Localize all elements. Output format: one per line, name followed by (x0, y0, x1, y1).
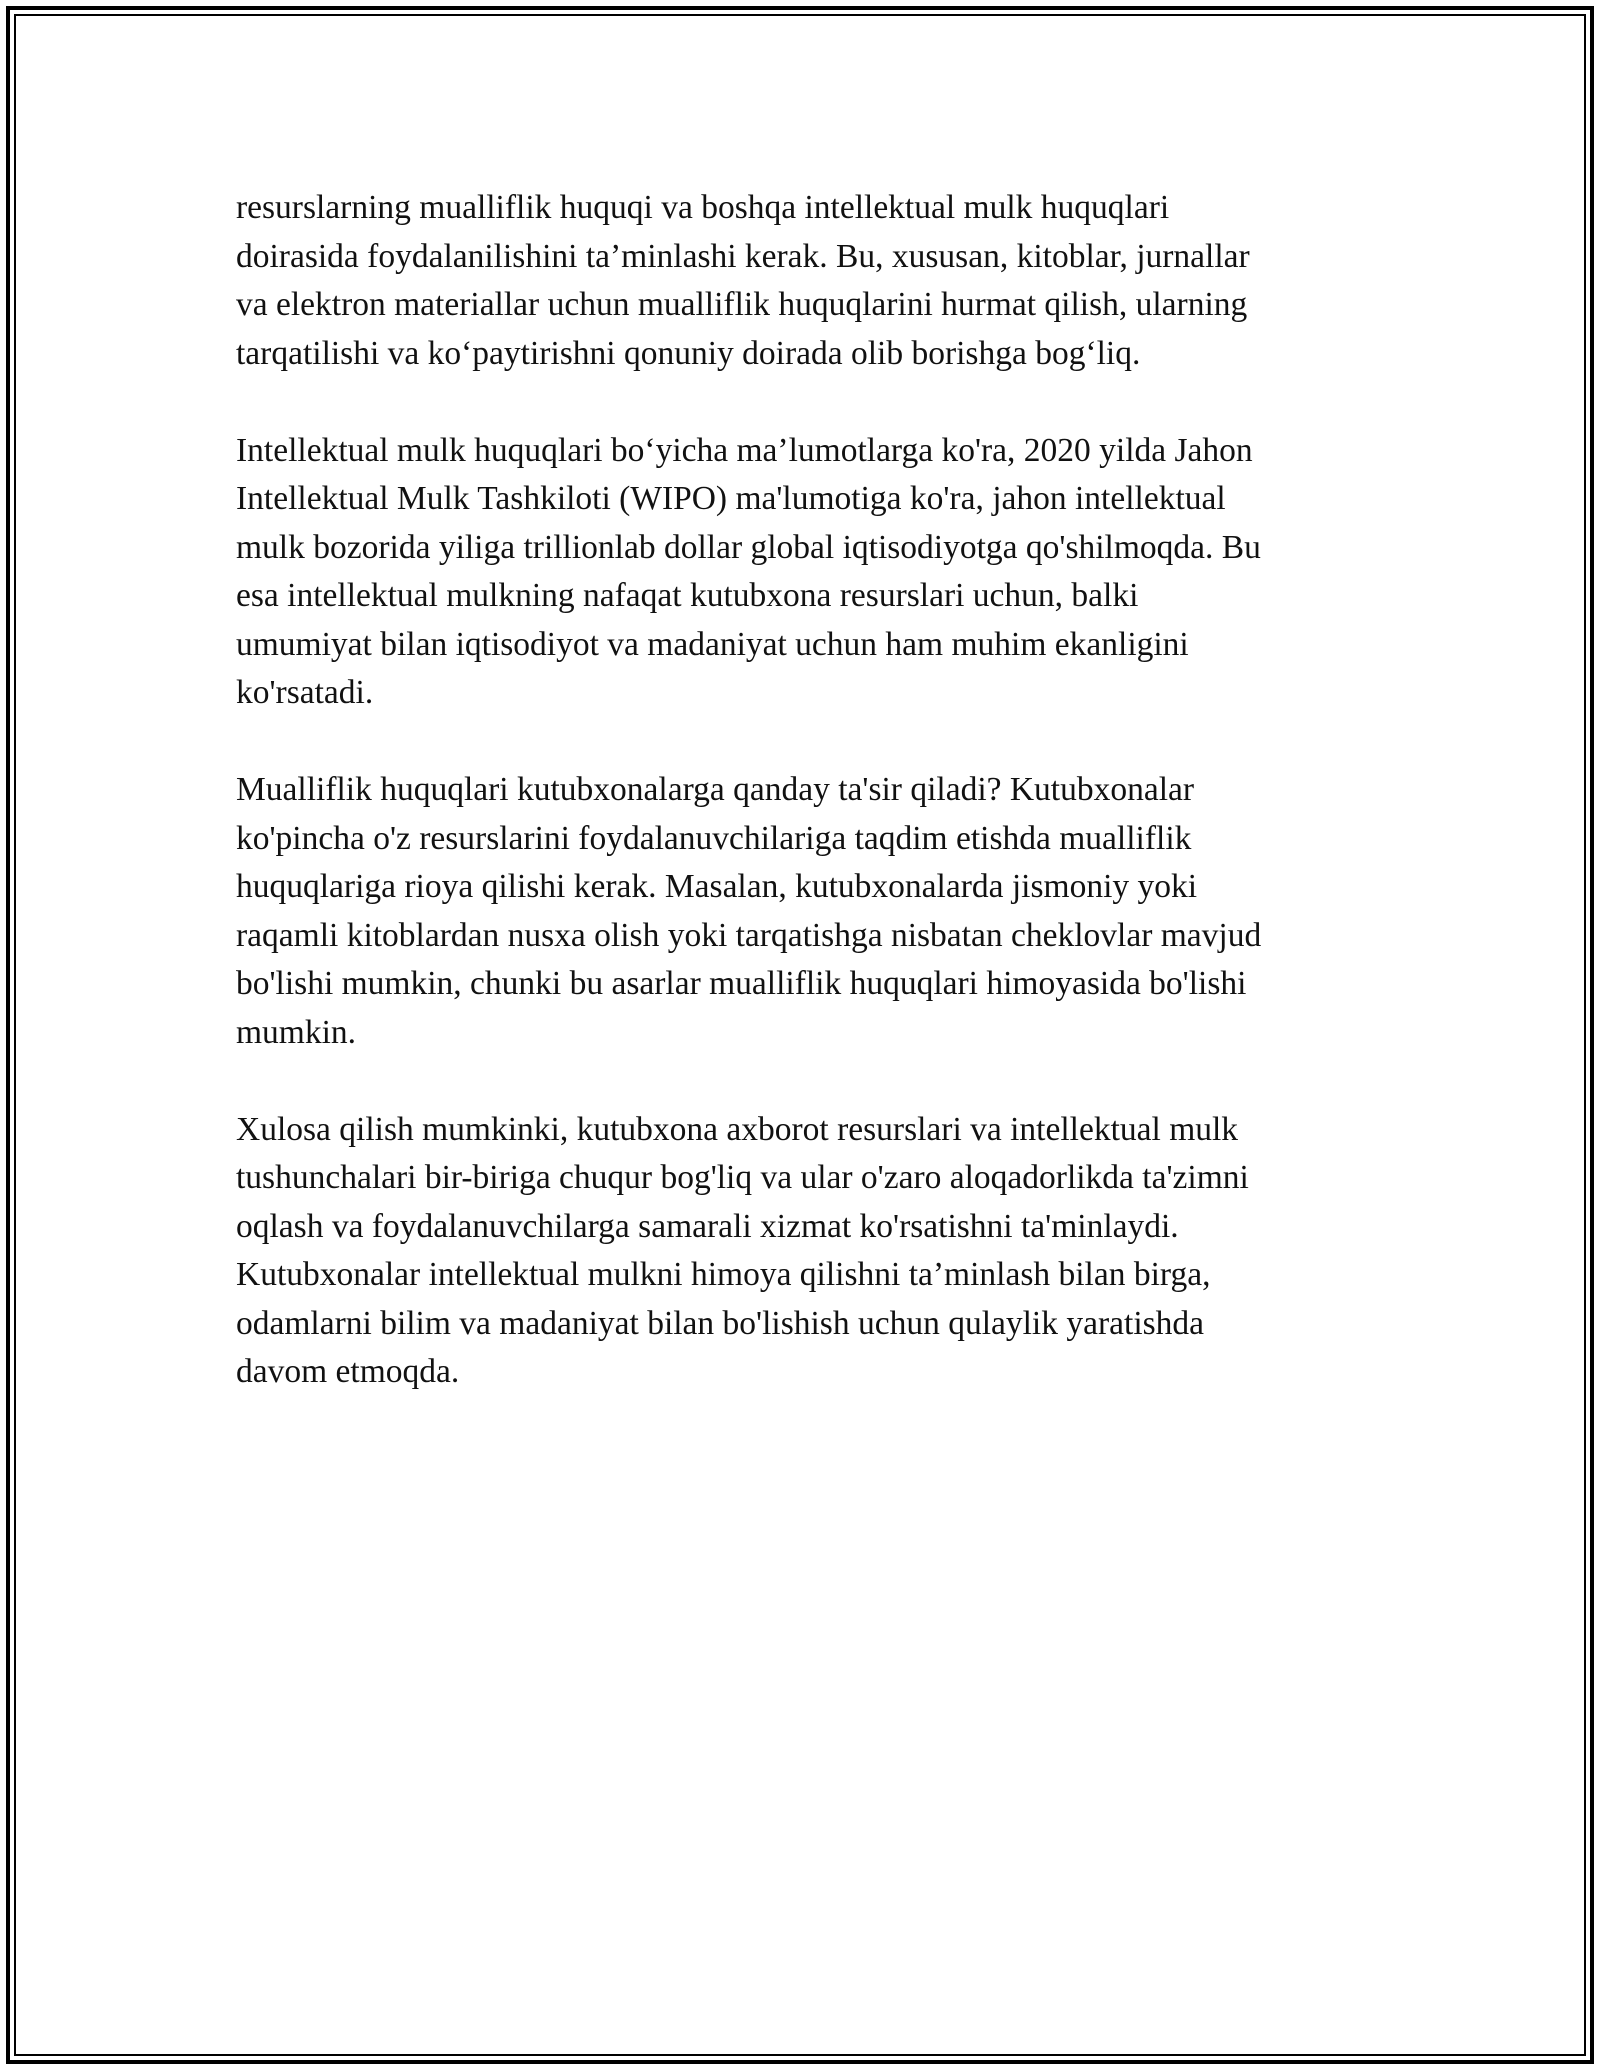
paragraph-3 (236, 766, 1366, 1057)
text-line: ko'pincha o'z resurslarini foydalanuvchilariga taqdim etishda mualliflik (236, 819, 1192, 857)
text-line: davom etmoqda. (236, 1353, 460, 1390)
text-line: Intellektual Mulk Tashkiloti (WIPO) ma'lumotiga ko'ra, jahon intellektual (236, 480, 1226, 517)
paragraph-4 (236, 1106, 1366, 1397)
text-line: esa intellektual mulkning nafaqat kutubxona resurslari uchun, balki (236, 577, 1139, 614)
text-line: Intellektual mulk huquqlari bo‘yicha ma’lumotlarga ko'ra, 2020 yilda Jahon (236, 431, 1253, 469)
text-line: huquqlariga rioya qilishi kerak. Masalan, kutubxonalarda jismoniy yoki (236, 868, 1198, 905)
text-line: mumkin. (236, 1013, 357, 1051)
text-line: ko'rsatadi. (236, 674, 374, 711)
text-line: umumiyat bilan iqtisodiyot va madaniyat uchun ham muhim ekanligini (236, 625, 1189, 663)
text-line: Kutubxonalar intellektual mulkni himoya qilishni ta’minlash bilan birga, (236, 1256, 1211, 1293)
text-line: doirasida foydalanilishini ta’minlashi kerak. Bu, xususan, kitoblar, jurnallar (236, 237, 1250, 275)
text-line: odamlarni bilim va madaniyat bilan bo'lishish uchun qulaylik yaratishda (236, 1304, 1205, 1342)
text-line: mulk bozorida yiliga trillionlab dollar global iqtisodiyotga qo'shilmoqda. Bu (236, 528, 1261, 566)
text-line: tushunchalari bir-biriga chuqur bog'liq va ular o'zaro aloqadorlikda ta'zimni (236, 1159, 1249, 1196)
paragraph-1 (236, 184, 1366, 378)
text-line: tarqatilishi va ko‘paytirishni qonuniy doirada olib borishga bog‘liq. (236, 334, 1141, 372)
text-line: Xulosa qilish mumkinki, kutubxona axborot resurslari va intellektual mulk (236, 1110, 1239, 1148)
text-line: resurslarning mualliflik huquqi va boshqa intellektual mulk huquqlari (236, 189, 1170, 226)
text-line: bo'lishi mumkin, chunki bu asarlar mualliflik huquqlari himoyasida bo'lishi (236, 965, 1247, 1002)
paragraph-2 (236, 427, 1366, 718)
text-line: Mualliflik huquqlari kutubxonalarga qanday ta'sir qiladi? Kutubxonalar (236, 771, 1195, 808)
text-line: raqamli kitoblardan nusxa olish yoki tarqatishga nisbatan cheklovlar mavjud (236, 916, 1262, 954)
document-body (236, 184, 1366, 1445)
text-line: oqlash va foydalanuvchilarga samarali xizmat ko'rsatishni ta'minlaydi. (236, 1207, 1179, 1245)
text-line: va elektron materiallar uchun mualliflik huquqlarini hurmat qilish, ularning (236, 286, 1248, 323)
